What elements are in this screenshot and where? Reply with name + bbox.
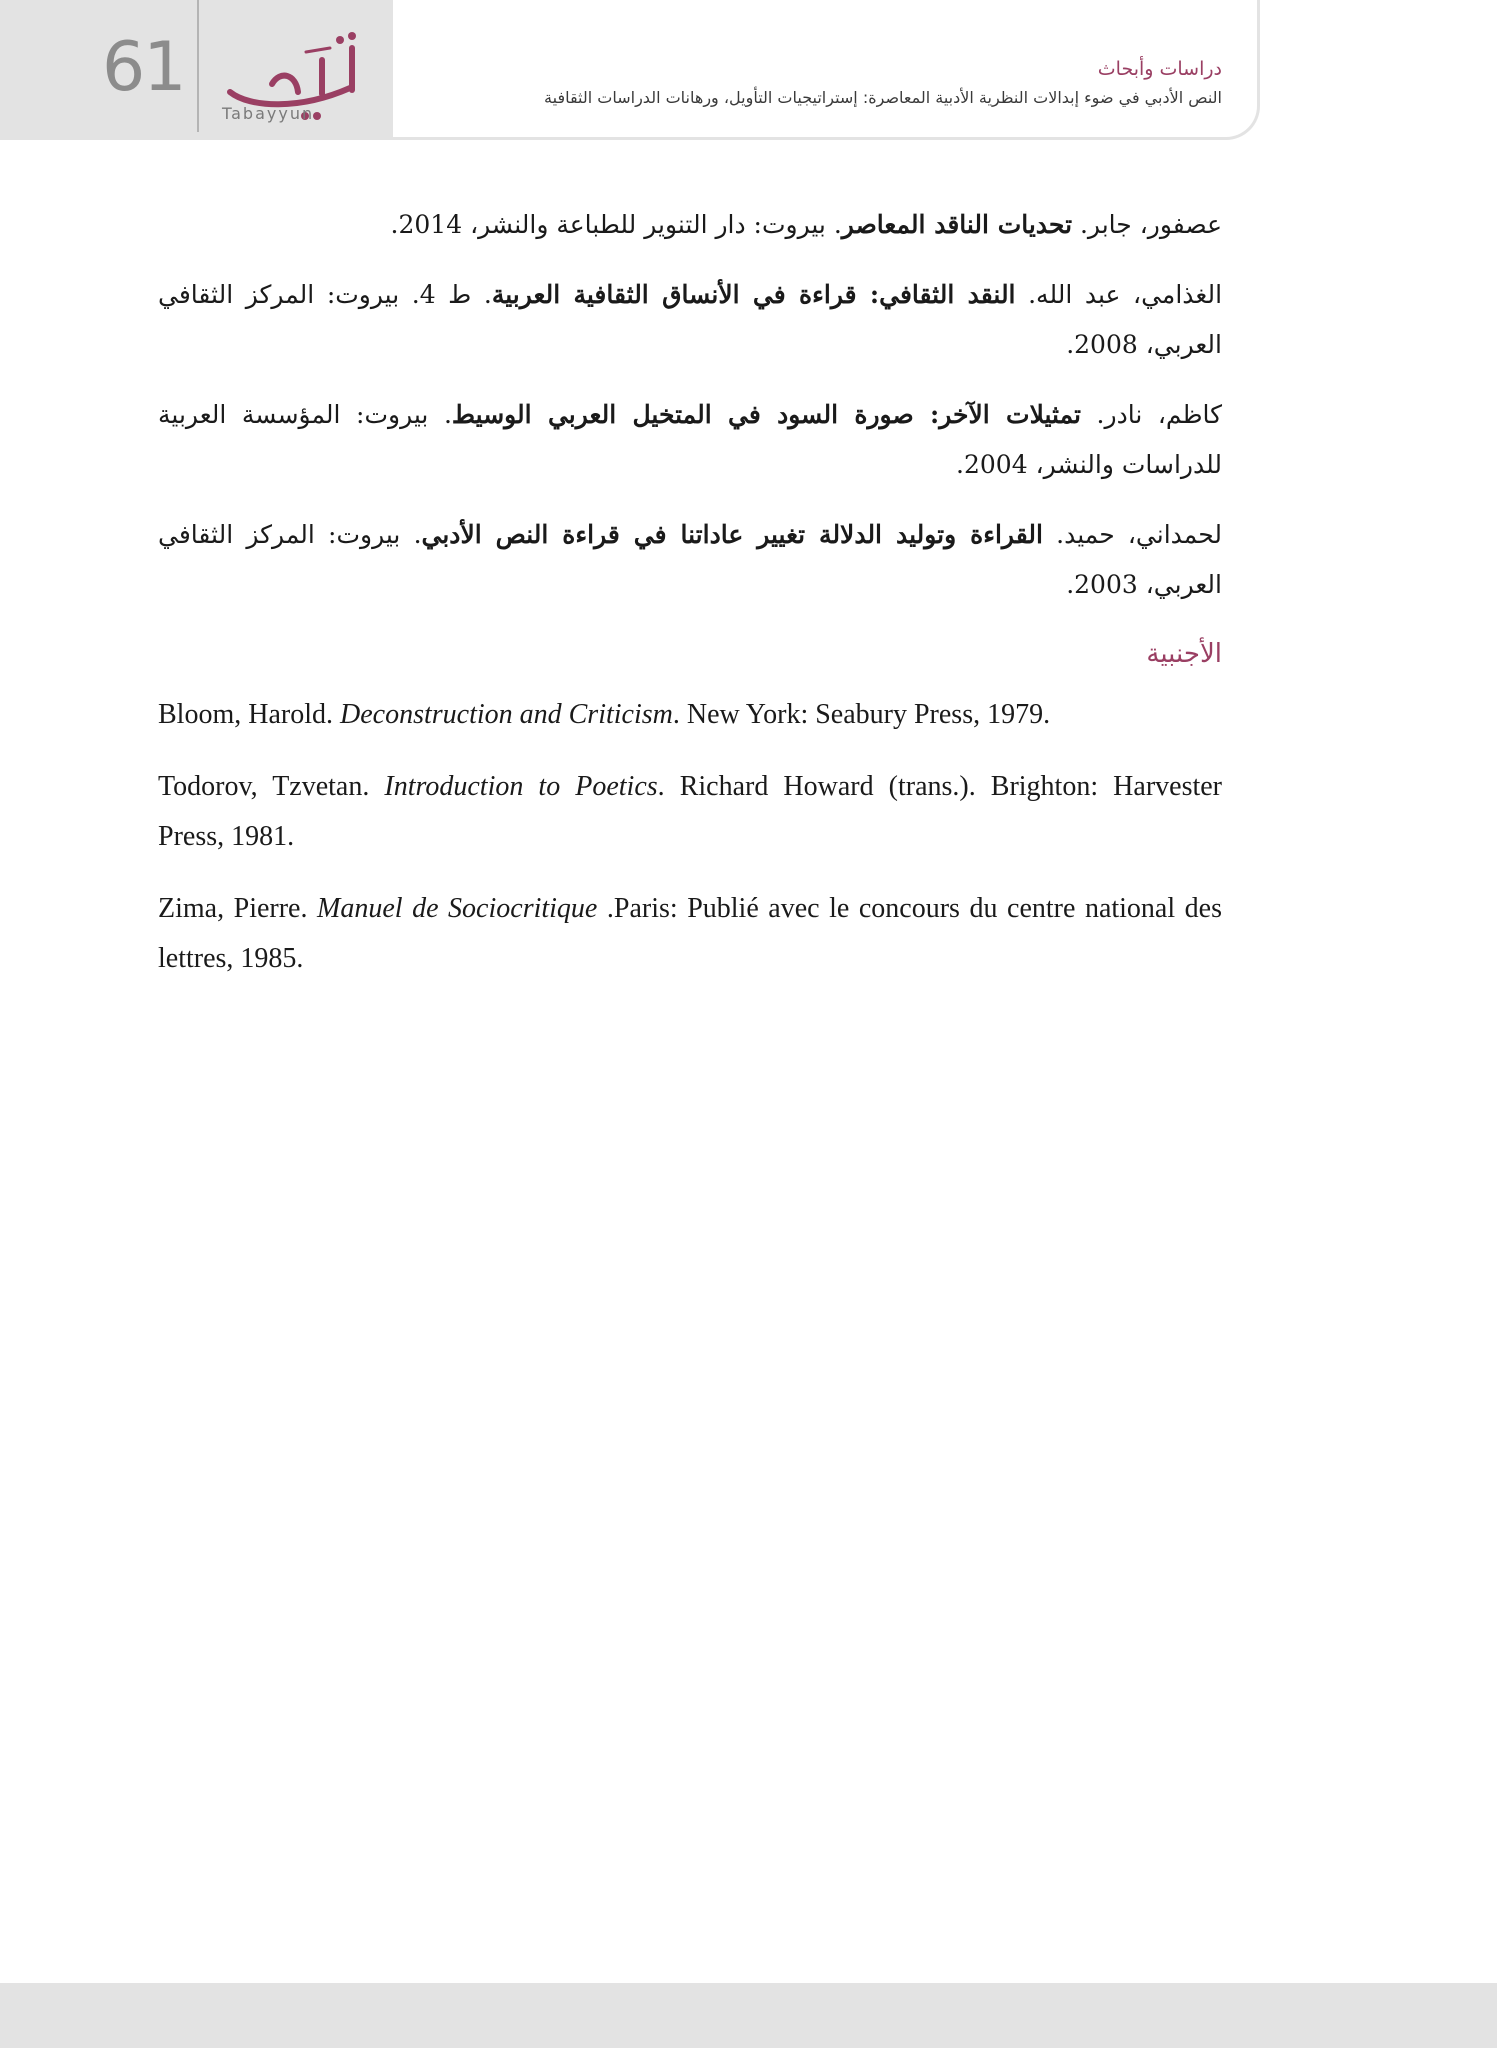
arabic-reference: لحمداني، حميد. القراءة وتوليد الدلالة تغيير عاداتنا في قراءة النص الأدبي. بيروت: المركز الثقافي العربي، 2003. [158, 520, 1222, 599]
arabic-reference: كاظم، نادر. تمثيلات الآخر: صورة السود في المتخيل العربي الوسيط. بيروت: المؤسسة العربية للدراسات والنشر، 2004. [158, 400, 1222, 479]
reference-title: Introduction to Poetics [384, 771, 658, 802]
section-label: دراسات وأبحاث [1097, 58, 1222, 80]
reference-title: تحديات الناقد المعاصر [841, 210, 1073, 239]
reference-title: Manuel de Sociocritique [317, 893, 598, 924]
bibliography [158, 200, 1222, 1006]
arabic-reference: عصفور، جابر. تحديات الناقد المعاصر. بيروت: دار التنوير للطباعة والنشر، 2014. [390, 210, 1222, 239]
foreign-references-heading: الأجنبية [1146, 639, 1222, 669]
reference-title: Deconstruction and Criticism [340, 699, 673, 730]
arabic-reference: الغذامي، عبد الله. النقد الثقافي: قراءة في الأنساق الثقافية العربية. ط 4. بيروت: المركز الثقافي العربي، 2008. [158, 280, 1223, 359]
reference-title: القراءة وتوليد الدلالة تغيير عاداتنا في قراءة النص الأدبي [421, 520, 1043, 549]
header-divider [197, 0, 199, 132]
logo-latin-text: Tabayyun [222, 104, 315, 123]
footer-band [0, 1983, 1497, 2048]
reference-title: النقد الثقافي: قراءة في الأنساق الثقافية العربية [491, 280, 1016, 309]
running-article-title: النص الأدبي في ضوء إبدالات النظرية الأدبية المعاصرة: إستراتيجيات التأويل، ورهانات الدراسات الثقافية [544, 88, 1222, 107]
foreign-reference: Todorov, Tzvetan. Introduction to Poetics. Richard Howard (trans.). Brighton: Harvester Press, 1981. [158, 771, 1222, 852]
page-number: 61 [102, 28, 185, 107]
foreign-reference: Bloom, Harold. Deconstruction and Criticism. New York: Seabury Press, 1979. [158, 699, 1051, 730]
foreign-reference: Zima, Pierre. Manuel de Sociocritique .Paris: Publié avec le concours du centre national des lettres, 1985. [158, 893, 1222, 974]
reference-title: تمثيلات الآخر: صورة السود في المتخيل العربي الوسيط [451, 400, 1081, 429]
